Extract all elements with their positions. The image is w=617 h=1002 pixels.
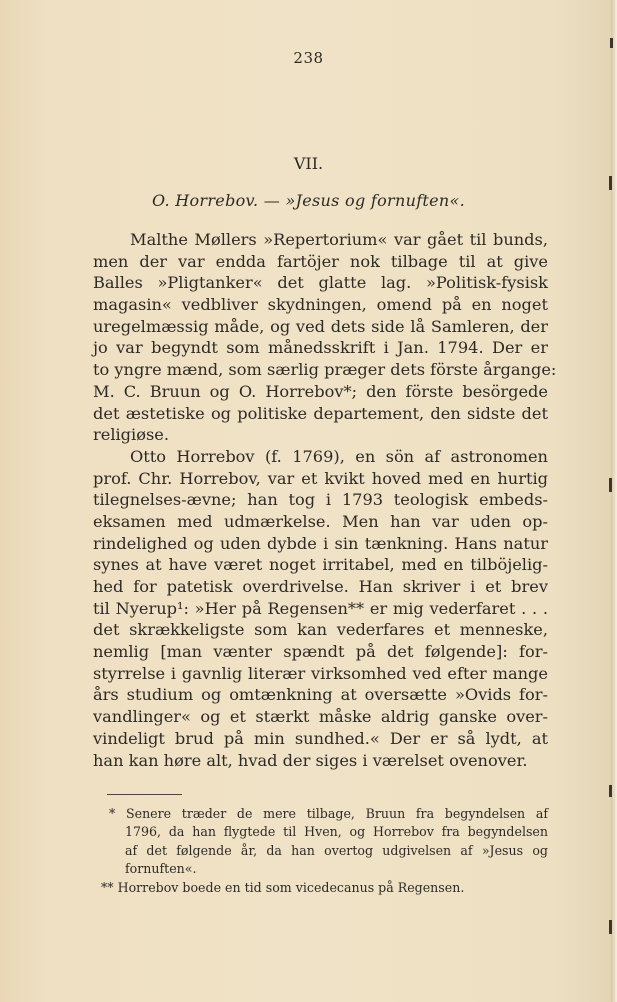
text-line: prof. Chr. Horrebov, var et kvikt hoved med en hurtig — [93, 468, 548, 488]
body-text — [93, 229, 557, 771]
text-line: Balles »Pligtanker« det glatte lag. »Politisk-fysisk — [93, 273, 548, 293]
margin-mark — [609, 785, 612, 797]
text-line: Otto Horrebov (f. 1769), en sön af astronomen — [130, 446, 548, 466]
text-line: det æstetiske og politiske departement, den sidste det — [93, 403, 548, 423]
margin-mark — [609, 176, 612, 190]
footnotes — [93, 805, 548, 897]
text-line: hed for patetisk overdrivelse. Han skriver i et brev — [93, 577, 548, 596]
text-line: magasin« vedbliver skydningen, omend på en noget — [93, 295, 548, 315]
text-line: to yngre mænd, som særlig præger dets förste årgange: — [93, 360, 557, 380]
text-line: Malthe Møllers »Repertorium« var gået til bunds, — [130, 230, 548, 249]
text-line: vindeligt brud på min sundhed.« Der er så lydt, at — [93, 728, 548, 748]
page-edge — [611, 0, 617, 1002]
text-line: til Nyerup¹: »Her på Regensen** er mig vederfaret . . . — [93, 598, 548, 618]
footnote-line: * Senere træder de mere tilbage, Bruun fra begyndelsen af — [109, 806, 548, 821]
page-number: 238 — [293, 49, 324, 67]
text-line: M. C. Bruun og O. Horrebov*; den förste besörgede — [93, 381, 548, 401]
text-line: vandlinger« og et stærkt måske aldrig ganske over- — [93, 707, 548, 727]
text-line: uregelmæssig måde, og ved dets side lå Samleren, der — [93, 316, 548, 336]
text-line: synes at have været noget irritabel, med en tilböjelig- — [93, 555, 548, 575]
footnote-line: ** Horrebov boede en tid som vicedecanus på Regensen. — [101, 879, 465, 895]
margin-mark — [609, 478, 612, 492]
section-title: O. Horrebov. — »Jesus og fornuften«. — [151, 191, 466, 210]
text-line: tilegnelses-ævne; han tog i 1793 teologisk embeds- — [93, 490, 548, 510]
footnote-divider — [107, 794, 182, 795]
text-line: nemlig [man vænter spændt på det følgende]: for- — [93, 642, 548, 662]
footnote-line: fornuften«. — [125, 861, 197, 877]
section-number: VII. — [293, 154, 324, 173]
text-line: rindelighed og uden dybde i sin tænkning. Hans natur — [93, 533, 548, 553]
margin-mark — [609, 920, 612, 934]
footnote-line: af det følgende år, da han overtog udgivelsen af »Jesus og — [125, 842, 548, 858]
text-line: han kan høre alt, hvad der siges i værelset ovenover. — [93, 750, 528, 770]
footnote-line: 1796, da han flygtede til Hven, og Horrebov fra begyndelsen — [125, 824, 548, 840]
text-line: religiøse. — [93, 425, 169, 445]
text-line: det skrækkeligste som kan vederfares et menneske, — [93, 620, 548, 640]
margin-mark — [610, 38, 613, 48]
text-line: styrrelse i gavnlig literær virksomhed ved efter mange — [93, 663, 548, 683]
text-line: års studium og omtænkning at oversætte »Ovids for- — [93, 685, 548, 705]
text-line: men der var endda fartöjer nok tilbage til at give — [93, 251, 548, 271]
text-line: jo var begyndt som månedsskrift i Jan. 1794. Der er — [93, 338, 548, 358]
text-line: eksamen med udmærkelse. Men han var uden op- — [93, 511, 548, 531]
